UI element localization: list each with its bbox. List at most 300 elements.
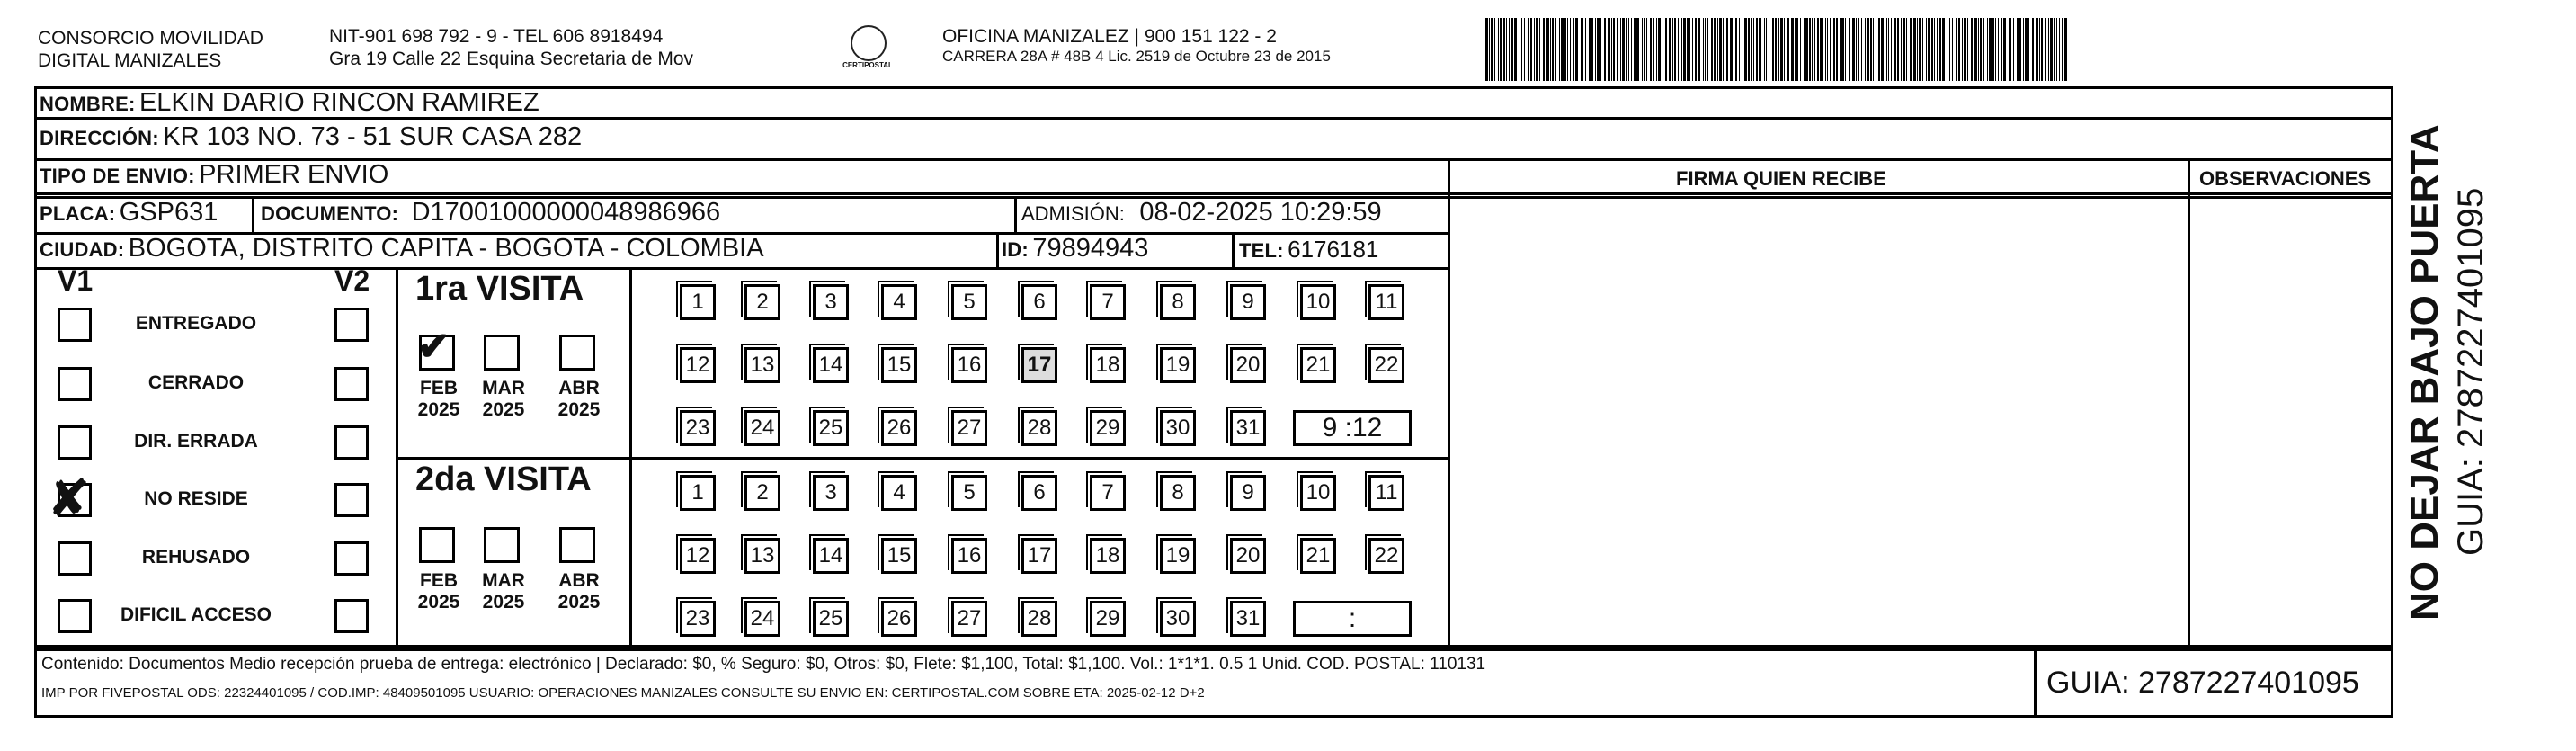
barcode-bar — [2062, 18, 2063, 81]
row-divider — [1448, 196, 2393, 199]
tel-value: 6176181 — [1288, 236, 1379, 263]
month-label: MAR — [482, 570, 525, 591]
barcode-bar — [2056, 18, 2057, 81]
placa-field — [40, 198, 218, 228]
barcode-bar — [1897, 18, 1899, 81]
day-box-15[interactable]: 15 — [881, 538, 917, 574]
barcode-bar — [1852, 18, 1855, 81]
office-line-2: CARRERA 28A # 48B 4 Lic. 2519 de Octubre 23 de 2015 — [942, 48, 1331, 65]
barcode-bar — [1511, 18, 1513, 81]
barcode-bar — [2036, 18, 2038, 81]
barcode-bar — [1665, 18, 1667, 81]
nit-line-2: Gra 19 Calle 22 Esquina Secretaria de Mov — [329, 49, 694, 69]
day-box-11[interactable]: 11 — [1368, 284, 1404, 320]
barcode-bar — [1778, 18, 1779, 81]
barcode-bar — [1719, 18, 1722, 81]
status-divider — [396, 267, 398, 645]
day-box-2[interactable]: 2 — [744, 284, 780, 320]
barcode-bar — [1775, 18, 1777, 81]
barcode-bar — [1585, 18, 1586, 81]
barcode-bar — [1489, 18, 1490, 81]
barcode-bar — [1926, 18, 1927, 81]
column-divider — [996, 232, 999, 267]
day-box-21[interactable]: 21 — [1300, 538, 1336, 574]
day-box-4[interactable]: 4 — [881, 475, 917, 511]
barcode-bar — [1597, 18, 1600, 81]
time-field[interactable]: 9 :12 — [1293, 410, 1412, 446]
barcode-bar — [1827, 18, 1828, 81]
barcode-bar — [1809, 18, 1811, 81]
barcode-bar — [1817, 18, 1819, 81]
day-box-6[interactable]: 6 — [1021, 284, 1057, 320]
barcode-bar — [1705, 18, 1706, 81]
barcode-bar — [1772, 18, 1774, 81]
barcode-bar — [1903, 18, 1905, 81]
barcode-bar — [1524, 18, 1525, 81]
barcode-bar — [1620, 18, 1621, 81]
column-divider — [2188, 158, 2190, 645]
barcode-bar — [1626, 18, 1627, 81]
barcode-bar — [1906, 18, 1907, 81]
barcode-bar — [2045, 18, 2046, 81]
month-label: FEB — [420, 570, 458, 591]
v2-checkbox[interactable] — [334, 367, 369, 401]
day-box-29[interactable]: 29 — [1090, 410, 1126, 446]
visit2-title: 2da VISITA — [415, 460, 592, 498]
day-box-16[interactable]: 16 — [951, 347, 987, 383]
barcode-bar — [1604, 18, 1606, 81]
barcode-bar — [1500, 18, 1502, 81]
observaciones-header: OBSERVACIONES — [2199, 167, 2372, 190]
admision-value: 08-02-2025 10:29:59 — [1139, 198, 1382, 227]
barcode-bar — [1836, 18, 1838, 81]
barcode-bar — [1589, 18, 1591, 81]
day-box-26[interactable]: 26 — [881, 601, 917, 637]
barcode-bar — [1998, 18, 1999, 81]
barcode-bar — [1564, 18, 1566, 81]
day-box-13[interactable]: 13 — [744, 347, 780, 383]
barcode-bar — [2025, 18, 2028, 81]
barcode-bar — [1631, 18, 1632, 81]
barcode-bar — [2032, 18, 2034, 81]
day-box-11[interactable]: 11 — [1368, 475, 1404, 511]
barcode-bar — [1581, 18, 1582, 81]
barcode-bar — [1711, 18, 1713, 81]
column-divider — [1448, 158, 1450, 645]
month-label: ABR — [558, 378, 600, 398]
v2-checkbox[interactable] — [334, 599, 369, 633]
barcode-bar — [1634, 18, 1636, 81]
day-box-25[interactable]: 25 — [813, 601, 849, 637]
barcode-bar — [1873, 18, 1874, 81]
barcode-bar — [1714, 18, 1716, 81]
day-box-20[interactable]: 20 — [1230, 347, 1266, 383]
day-box-16[interactable]: 16 — [951, 538, 987, 574]
day-box-15[interactable]: 15 — [881, 347, 917, 383]
barcode-bar — [1506, 18, 1507, 81]
day-box-31[interactable]: 31 — [1230, 410, 1266, 446]
nombre-label: NOMBRE: — [40, 93, 136, 115]
day-box-26[interactable]: 26 — [881, 410, 917, 446]
barcode-bar — [1756, 18, 1758, 81]
month-label: FEB — [420, 378, 458, 398]
day-box-7[interactable]: 7 — [1090, 475, 1126, 511]
day-box-22[interactable]: 22 — [1368, 347, 1404, 383]
barcode-bar — [1650, 18, 1652, 81]
time-field[interactable]: : — [1293, 601, 1412, 637]
barcode-bar — [1942, 18, 1945, 81]
barcode-bar — [2003, 18, 2006, 81]
v1-checkbox[interactable] — [58, 541, 92, 576]
day-box-18[interactable]: 18 — [1090, 538, 1126, 574]
barcode-bar — [1787, 18, 1789, 81]
status-label: ENTREGADO — [135, 313, 257, 334]
day-box-6[interactable]: 6 — [1021, 475, 1057, 511]
barcode-bar — [1653, 18, 1654, 81]
company-line-2: DIGITAL MANIZALES — [38, 50, 222, 71]
barcode-bar — [1530, 18, 1532, 81]
checkmark-icon: ✔ — [417, 325, 450, 369]
status-label: CERRADO — [147, 372, 245, 393]
barcode-bar — [1559, 18, 1560, 81]
barcode-bar — [1983, 18, 1984, 81]
day-box-23[interactable]: 23 — [680, 410, 716, 446]
placa-value: GSP631 — [119, 198, 218, 227]
day-box-12[interactable]: 12 — [680, 538, 716, 574]
barcode-bar — [1974, 18, 1977, 81]
barcode-bar — [1591, 18, 1593, 81]
day-box-27[interactable]: 27 — [951, 410, 987, 446]
barcode-bar — [1608, 18, 1610, 81]
barcode-bar — [1931, 18, 1933, 81]
barcode-bar — [1600, 18, 1601, 81]
visit-split — [396, 457, 1449, 460]
tel-label: TEL: — [1239, 239, 1284, 262]
barcode-bar — [1881, 18, 1884, 81]
admision-field — [1021, 198, 1382, 228]
logo-text: CERTIPOSTAL — [842, 61, 893, 69]
day-box-8[interactable]: 8 — [1160, 284, 1196, 320]
warning-vertical: NO DEJAR BAJO PUERTA — [2402, 124, 2447, 621]
tel-field — [1239, 236, 1378, 264]
footer-guia: GUIA: 2787227401095 — [2046, 666, 2359, 700]
barcode-bar — [1726, 18, 1728, 81]
v1-header: V1 — [58, 264, 94, 297]
barcode-bar — [1573, 18, 1574, 81]
day-box-17[interactable]: 17 — [1021, 538, 1057, 574]
barcode-bar — [1744, 18, 1747, 81]
day-box-14[interactable]: 14 — [813, 538, 849, 574]
v1-checkbox[interactable] — [58, 367, 92, 401]
day-box-22[interactable]: 22 — [1368, 538, 1404, 574]
barcode-bar — [1595, 18, 1596, 81]
day-box-27[interactable]: 27 — [951, 601, 987, 637]
barcode-bar — [1949, 18, 1950, 81]
day-box-9[interactable]: 9 — [1230, 475, 1266, 511]
barcode-bar — [1735, 18, 1737, 81]
barcode-bar — [1555, 18, 1556, 81]
month-year-label: 2025 — [417, 399, 460, 420]
day-box-30[interactable]: 30 — [1160, 410, 1196, 446]
day-box-3[interactable]: 3 — [813, 284, 849, 320]
barcode-bar — [1856, 18, 1857, 81]
barcode-bar — [1800, 18, 1801, 81]
day-box-24[interactable]: 24 — [744, 601, 780, 637]
day-box-14[interactable]: 14 — [813, 347, 849, 383]
barcode-bar — [2023, 18, 2024, 81]
barcode-bar — [1739, 18, 1740, 81]
barcode-bar — [1939, 18, 1941, 81]
direccion-row — [40, 122, 582, 152]
barcode-bar — [2048, 18, 2049, 81]
v1-checkbox[interactable] — [58, 308, 92, 342]
ciudad-value: BOGOTA, DISTRITO CAPITA - BOGOTA - COLOMBIA — [128, 234, 764, 263]
day-box-9[interactable]: 9 — [1230, 284, 1266, 320]
barcode-bar — [1820, 18, 1823, 81]
barcode-bar — [1814, 18, 1815, 81]
footer-content-line: Contenido: Documentos Medio recepción prueba de entrega: electrónico | Declarado: $0, % Seguro: $0, Otros: $0, Flete: $1,100, Total: $1,100. Vol.: 1*1*1. 0.5 1 Unid. COD. POSTAL: 110131 — [41, 655, 1486, 674]
company-line-1: CONSORCIO MOVILIDAD — [38, 28, 263, 49]
v2-checkbox[interactable] — [334, 308, 369, 342]
documento-label: DOCUMENTO: — [261, 202, 399, 225]
barcode-bar — [1805, 18, 1808, 81]
barcode-bar — [1539, 18, 1540, 81]
month-label: ABR — [558, 570, 600, 591]
barcode-bar — [2041, 18, 2043, 81]
barcode-bar — [1503, 18, 1505, 81]
barcode-bar — [1678, 18, 1679, 81]
barcode-bar — [1795, 18, 1796, 81]
barcode-bar — [1867, 18, 1869, 81]
certipostal-logo — [836, 25, 899, 70]
barcode-bar — [1717, 18, 1718, 81]
barcode-bar — [1546, 18, 1549, 81]
id-value: 79894943 — [1032, 234, 1149, 263]
nombre-row — [40, 88, 539, 118]
footer-print-line: IMP POR FIVEPOSTAL ODS: 22324401095 / COD.IMP: 48409501095 USUARIO: OPERACIONES MANIZALES CONSULTE SU ENVIO EN: CERTIPOSTAL.COM SOBRE ETA: 2025-02-12 D+2 — [41, 685, 1205, 701]
barcode-bar — [1753, 18, 1754, 81]
day-box-10[interactable]: 10 — [1300, 284, 1336, 320]
office-line-1: OFICINA MANIZALEZ | 900 151 122 - 2 — [942, 26, 1277, 47]
day-box-21[interactable]: 21 — [1300, 347, 1336, 383]
barcode-bar — [1536, 18, 1538, 81]
barcode-bar — [1550, 18, 1551, 81]
v2-header: V2 — [334, 264, 370, 297]
barcode-bar — [1748, 18, 1750, 81]
barcode-bar — [1958, 18, 1960, 81]
ciudad-label: CIUDAD: — [40, 238, 125, 261]
day-box-19[interactable]: 19 — [1160, 347, 1196, 383]
firma-header: FIRMA QUIEN RECIBE — [1676, 167, 1886, 190]
day-box-23[interactable]: 23 — [680, 601, 716, 637]
barcode-bar — [1888, 18, 1889, 81]
day-box-24[interactable]: 24 — [744, 410, 780, 446]
month-label: MAR — [482, 378, 525, 398]
month-checkbox-abr[interactable] — [559, 527, 595, 563]
month-year-label: 2025 — [557, 592, 601, 612]
barcode-bar — [1764, 18, 1765, 81]
barcode-bar — [1636, 18, 1639, 81]
day-box-1[interactable]: 1 — [680, 284, 716, 320]
v2-checkbox[interactable] — [334, 425, 369, 460]
barcode-bar — [1766, 18, 1767, 81]
day-box-31[interactable]: 31 — [1230, 601, 1266, 637]
column-divider — [252, 196, 254, 232]
barcode-bar — [1922, 18, 1923, 81]
column-divider — [1232, 232, 1235, 267]
v2-checkbox[interactable] — [334, 483, 369, 517]
placa-label: PLACA: — [40, 202, 116, 225]
day-box-1[interactable]: 1 — [680, 475, 716, 511]
day-box-28[interactable]: 28 — [1021, 601, 1057, 637]
row-divider — [34, 267, 1449, 270]
barcode-bar — [1514, 18, 1517, 81]
day-box-8[interactable]: 8 — [1160, 475, 1196, 511]
barcode-bar — [1865, 18, 1866, 81]
barcode-bar — [1698, 18, 1700, 81]
barcode-bar — [1692, 18, 1693, 81]
barcode-bar — [1780, 18, 1783, 81]
barcode-bar — [1995, 18, 1996, 81]
v1-checkbox[interactable] — [58, 425, 92, 460]
documento-value: D17001000000048986966 — [411, 198, 721, 227]
month-year-label: 2025 — [482, 399, 525, 420]
barcode-bar — [1928, 18, 1930, 81]
tipo-value: PRIMER ENVIO — [199, 160, 389, 189]
documento-field — [261, 198, 720, 228]
month-year-label: 2025 — [417, 592, 460, 612]
day-box-17[interactable]: 17 — [1021, 347, 1057, 383]
barcode-bar — [1952, 18, 1953, 81]
barcode-bar — [1644, 18, 1645, 81]
day-box-4[interactable]: 4 — [881, 284, 917, 320]
barcode-bar — [1561, 18, 1564, 81]
tipo-label: TIPO DE ENVIO: — [40, 165, 195, 187]
barcode-bar — [1674, 18, 1676, 81]
barcode-bar — [1689, 18, 1690, 81]
barcode-bar — [1552, 18, 1554, 81]
v1-checkbox[interactable] — [58, 599, 92, 633]
month-year-label: 2025 — [557, 399, 601, 420]
barcode-bar — [2001, 18, 2002, 81]
barcode-bar — [1825, 18, 1826, 81]
month-checkbox-abr[interactable] — [559, 335, 595, 371]
ciudad-field — [40, 234, 764, 264]
day-box-3[interactable]: 3 — [813, 475, 849, 511]
day-box-13[interactable]: 13 — [744, 538, 780, 574]
barcode-bar — [2013, 18, 2014, 81]
barcode-bar — [1656, 18, 1657, 81]
barcode-bar — [1971, 18, 1973, 81]
barcode-bar — [1894, 18, 1896, 81]
barcode-bar — [1987, 18, 1988, 81]
barcode — [1485, 18, 2070, 81]
day-box-28[interactable]: 28 — [1021, 410, 1057, 446]
barcode-bar — [1784, 18, 1785, 81]
nombre-value: ELKIN DARIO RINCON RAMIREZ — [138, 88, 539, 117]
day-box-5[interactable]: 5 — [951, 284, 987, 320]
barcode-bar — [1751, 18, 1752, 81]
tipo-envio-row — [40, 160, 388, 190]
visit1-title: 1ra VISITA — [415, 270, 584, 308]
barcode-bar — [1861, 18, 1862, 81]
company-name — [38, 27, 263, 72]
day-box-12[interactable]: 12 — [680, 347, 716, 383]
id-label: ID: — [1002, 238, 1029, 261]
status-label: DIFICIL ACCESO — [120, 604, 272, 625]
barcode-bar — [2009, 18, 2010, 81]
barcode-bar — [1528, 18, 1529, 81]
day-box-29[interactable]: 29 — [1090, 601, 1126, 637]
barcode-bar — [1870, 18, 1872, 81]
column-divider — [1014, 196, 1017, 232]
barcode-bar — [1687, 18, 1689, 81]
day-box-20[interactable]: 20 — [1230, 538, 1266, 574]
barcode-bar — [1672, 18, 1673, 81]
status-label: REHUSADO — [141, 547, 251, 568]
month-checkbox-feb[interactable] — [419, 527, 455, 563]
day-box-18[interactable]: 18 — [1090, 347, 1126, 383]
barcode-bar — [2059, 18, 2060, 81]
barcode-bar — [1543, 18, 1545, 81]
barcode-bar — [1978, 18, 1979, 81]
admision-label: ADMISIÓN: — [1021, 202, 1125, 225]
day-box-19[interactable]: 19 — [1160, 538, 1196, 574]
barcode-bar — [1858, 18, 1859, 81]
barcode-bar — [1919, 18, 1921, 81]
month-checkbox-mar[interactable] — [484, 335, 520, 371]
day-box-5[interactable]: 5 — [951, 475, 987, 511]
visit-divider — [629, 267, 632, 645]
barcode-bar — [1611, 18, 1612, 81]
day-box-30[interactable]: 30 — [1160, 601, 1196, 637]
barcode-bar — [1878, 18, 1880, 81]
barcode-bar — [1521, 18, 1522, 81]
barcode-bar — [1812, 18, 1813, 81]
status-label: DIR. ERRADA — [134, 431, 258, 451]
barcode-bar — [1582, 18, 1583, 81]
barcode-bar — [1964, 18, 1966, 81]
barcode-bar — [1707, 18, 1708, 81]
barcode-bar — [1498, 18, 1499, 81]
barcode-bar — [1567, 18, 1568, 81]
barcode-bar — [2050, 18, 2053, 81]
barcode-bar — [1617, 18, 1618, 81]
barcode-bar — [2010, 18, 2011, 81]
day-box-25[interactable]: 25 — [813, 410, 849, 446]
office-info — [942, 25, 1331, 66]
day-box-10[interactable]: 10 — [1300, 475, 1336, 511]
month-year-label: 2025 — [482, 592, 525, 612]
month-checkbox-mar[interactable] — [484, 527, 520, 563]
v2-checkbox[interactable] — [334, 541, 369, 576]
barcode-bar — [1509, 18, 1510, 81]
barcode-bar — [1646, 18, 1647, 81]
barcode-bar — [1494, 18, 1495, 81]
row-divider — [34, 192, 2393, 195]
side-guia-vertical: GUIA: 2787227401095 — [2451, 187, 2491, 556]
day-box-2[interactable]: 2 — [744, 475, 780, 511]
barcode-bar — [1913, 18, 1916, 81]
id-field — [1002, 234, 1148, 264]
barcode-bar — [1491, 18, 1493, 81]
day-box-7[interactable]: 7 — [1090, 284, 1126, 320]
barcode-bar — [2017, 18, 2019, 81]
barcode-bar — [1886, 18, 1887, 81]
barcode-bar — [1967, 18, 1968, 81]
barcode-bar — [1642, 18, 1643, 81]
barcode-bar — [1703, 18, 1704, 81]
